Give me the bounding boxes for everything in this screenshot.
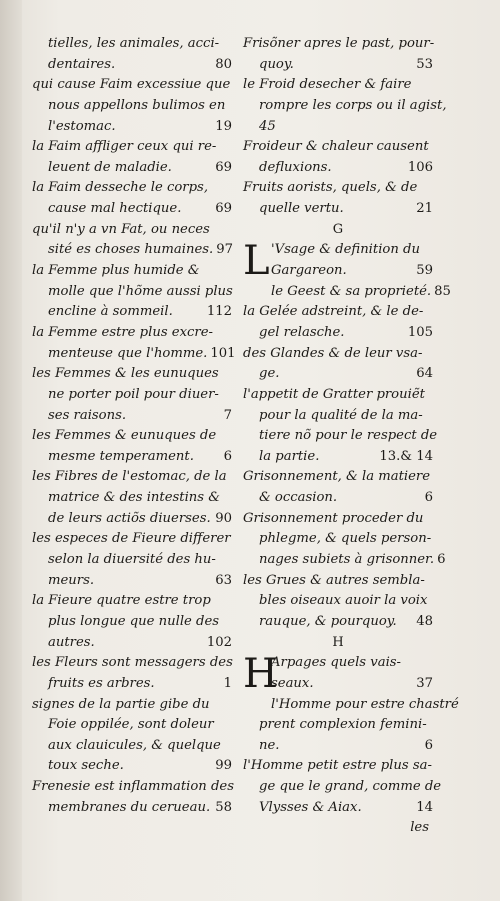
index-line-text: Gargareon. — [271, 263, 347, 279]
index-line — [243, 158, 433, 179]
index-line-text: Froideur & chaleur causent — [243, 139, 429, 155]
index-line-text: nous appellons bulimos en — [48, 97, 226, 113]
index-page-number — [229, 488, 232, 509]
index-line — [32, 591, 232, 612]
index-line-text: nages subiets à grisonner. — [259, 552, 435, 568]
section-letter-g — [243, 220, 433, 241]
index-page-number: 19 — [215, 118, 232, 134]
index-line-text: l'Homme pour estre chastré — [271, 696, 459, 712]
index-line — [32, 55, 232, 76]
dropcap-h: H — [243, 651, 278, 698]
index-line-text: quoy. — [259, 56, 294, 72]
index-line-text: qui cause Faim excessiue que — [32, 77, 231, 93]
index-line — [32, 529, 232, 550]
index-line-text: phlegme, & quels person- — [259, 531, 432, 547]
index-page-number — [229, 96, 232, 117]
index-page-number — [229, 323, 232, 344]
index-page-number — [430, 385, 433, 406]
index-line — [243, 736, 433, 757]
dropcap-g: L — [243, 238, 270, 285]
index-line-text: fruits es arbres. — [48, 675, 155, 691]
index-line — [243, 777, 442, 798]
index-line-text: seaux. — [271, 675, 314, 691]
index-line — [32, 426, 232, 447]
index-page-number — [229, 426, 232, 447]
index-line — [32, 117, 232, 138]
index-line — [243, 591, 433, 612]
index-page-number: 6 — [424, 737, 433, 753]
index-line-text: Arpages quels vais- — [271, 655, 402, 671]
index-line-text: sité es choses humaines. — [48, 242, 214, 258]
index-page-number: 69 — [215, 159, 232, 175]
index-column-left — [32, 34, 236, 818]
index-page-number — [437, 426, 440, 447]
index-line — [32, 240, 232, 261]
index-page-number — [229, 550, 232, 571]
index-line-text: autres. — [48, 634, 95, 650]
index-line-text: les Fleurs sont messagers des — [32, 655, 233, 671]
index-page-number — [430, 137, 433, 158]
index-line-text: 45 — [259, 118, 276, 134]
index-line-text: rompre les corps ou il agist, — [259, 97, 447, 113]
index-line — [271, 282, 451, 303]
index-page-number — [430, 509, 433, 530]
index-line-text: le Froid desecher & faire — [243, 77, 412, 93]
index-line — [243, 406, 433, 427]
index-line — [32, 777, 232, 798]
index-line-text: ge. — [259, 366, 280, 382]
index-line-text: des Glandes & de leur vsa- — [243, 345, 423, 361]
index-line-text: defluxions. — [259, 159, 332, 175]
index-page-number: 102 — [206, 634, 232, 650]
catchword — [243, 818, 433, 839]
index-column-right — [243, 34, 459, 839]
index-page-number: 37 — [416, 675, 433, 691]
index-line — [32, 323, 232, 344]
index-line-text: de leurs actiõs diuerses. — [48, 510, 211, 526]
index-line-text: toux seche. — [48, 758, 124, 774]
index-line-text: tiere nõ pour le respect de — [259, 428, 438, 444]
index-line — [243, 117, 433, 138]
index-line-text: bles oiseaux auoir la voix — [259, 593, 428, 609]
index-line — [32, 467, 232, 488]
index-line-text: la Faim desseche le corps, — [32, 180, 209, 196]
index-page-number: 53 — [416, 56, 433, 72]
index-page-number — [234, 777, 237, 798]
index-page-number — [431, 529, 434, 550]
index-line — [32, 756, 232, 777]
index-page-number — [430, 571, 433, 592]
index-line — [32, 488, 232, 509]
index-line-text: Foie oppilée, sont doleur — [48, 717, 214, 733]
index-page-number — [229, 612, 232, 633]
index-line — [243, 323, 433, 344]
catchword-text: les — [410, 820, 429, 836]
index-line-text: quelle vertu. — [259, 201, 344, 217]
index-line — [243, 488, 433, 509]
dropcap-entry-g — [243, 238, 433, 285]
index-line — [32, 447, 232, 468]
index-line — [243, 96, 447, 117]
index-line — [243, 571, 433, 592]
index-page-number — [430, 344, 433, 365]
index-line — [32, 633, 232, 654]
index-line — [32, 612, 232, 633]
index-line-text: gel relasche. — [259, 324, 345, 340]
index-line-text: les Grues & autres sembla- — [243, 572, 425, 588]
index-line-text: 'Vsage & definition du — [271, 242, 420, 258]
index-line — [243, 756, 433, 777]
index-line-text: & occasion. — [259, 490, 338, 506]
index-page-number — [447, 96, 450, 117]
index-line — [243, 199, 433, 220]
index-page-number — [430, 406, 433, 427]
index-line — [243, 55, 433, 76]
index-page-number — [430, 117, 433, 138]
index-page-number — [229, 364, 232, 385]
index-line-text: cause mal hectique. — [48, 201, 182, 217]
index-line-text: ne. — [259, 737, 280, 753]
index-line — [243, 34, 433, 55]
index-page-number — [229, 467, 232, 488]
index-line-text: la Fieure quatre estre trop — [32, 593, 211, 609]
index-line-text: Grisonnement proceder du — [243, 510, 424, 526]
index-page-number — [430, 591, 433, 612]
index-line — [32, 509, 232, 530]
index-line — [32, 137, 232, 158]
index-line — [271, 674, 433, 695]
index-line-text: l'appetit de Gratter prouiẽt — [243, 386, 425, 402]
index-line-text: les especes de Fieure differer — [32, 531, 231, 547]
index-page-number — [430, 467, 433, 488]
index-line — [243, 75, 433, 96]
index-page-number — [430, 178, 433, 199]
index-page-number — [459, 695, 462, 716]
index-line-text: qu'il n'y a vn Fat, ou neces — [32, 221, 210, 237]
index-line — [32, 302, 232, 323]
index-page-number: 1 — [223, 675, 232, 691]
index-line — [243, 550, 446, 571]
index-line — [32, 695, 232, 716]
index-line — [243, 302, 433, 323]
section-letter-h — [243, 633, 433, 654]
index-line-text: les Femmes & eunuques de — [32, 428, 217, 444]
index-page-number: 21 — [416, 201, 433, 217]
index-line — [243, 447, 433, 468]
index-line — [32, 178, 232, 199]
index-page-number: 112 — [206, 304, 232, 320]
index-page-number: 7 — [223, 407, 232, 423]
index-line-text: Vlysses & Aiax. — [259, 799, 362, 815]
index-page-number — [430, 653, 433, 674]
index-page-number: 90 — [215, 510, 232, 526]
index-line — [243, 467, 433, 488]
index-page-number: 13.& 14 — [379, 448, 433, 464]
index-line-text: selon la diuersité des hu- — [48, 552, 216, 568]
index-line — [32, 715, 232, 736]
index-line-text: membranes du cerueau. — [48, 799, 211, 815]
index-line — [32, 674, 232, 695]
index-page-number — [432, 756, 435, 777]
index-page-number — [430, 75, 433, 96]
index-page-number — [229, 715, 232, 736]
dropcap-entry-h — [243, 651, 433, 698]
index-page-number — [434, 34, 437, 55]
index-line-text: ne porter poil pour diuer- — [48, 386, 219, 402]
index-line-text: la partie. — [259, 448, 320, 464]
index-line — [243, 344, 433, 365]
section-letter-g-text: G — [332, 221, 344, 237]
index-page-number — [233, 282, 236, 303]
index-line-text: pour la qualité de la ma- — [259, 407, 423, 423]
index-page-number: 14 — [416, 799, 433, 815]
index-page-number — [230, 75, 233, 96]
index-line — [32, 364, 232, 385]
index-page-number: 85 — [434, 283, 451, 299]
index-page-number — [430, 240, 433, 261]
index-line — [271, 240, 433, 261]
index-page-number: 99 — [215, 758, 232, 774]
index-line-text: leuent de maladie. — [48, 159, 172, 175]
index-line-text: l'Homme petit estre plus sa- — [243, 758, 432, 774]
index-line — [32, 199, 232, 220]
index-page-number — [430, 715, 433, 736]
index-page-number — [229, 591, 232, 612]
index-page-number: 48 — [416, 613, 433, 629]
index-page-number: 105 — [407, 324, 433, 340]
index-line — [243, 178, 433, 199]
index-page-number: 97 — [216, 242, 234, 258]
index-entries-g — [243, 282, 451, 633]
index-line — [243, 715, 433, 736]
index-line-text: matrice & des intestins & — [48, 490, 220, 506]
index-page-number — [430, 302, 433, 323]
index-line-text: le Geest & sa proprieté. — [271, 283, 432, 299]
index-line-text: plus longue que nulle des — [48, 613, 220, 629]
index-line-text: prent complexion femini- — [259, 717, 427, 733]
index-line — [32, 75, 232, 96]
index-line — [243, 385, 433, 406]
page-gutter-shadow — [0, 0, 22, 901]
index-line — [32, 550, 232, 571]
index-line — [32, 385, 232, 406]
index-line — [243, 798, 433, 819]
index-line-text: encline à sommeil. — [48, 304, 173, 320]
index-line-text: molle que l'hõme aussi plus — [48, 283, 233, 299]
index-line — [243, 529, 433, 550]
index-page-number: 101 — [210, 345, 236, 361]
index-line-text: les Femmes & les eunuques — [32, 366, 219, 382]
index-line-text: tielles, les animales, acci- — [48, 36, 220, 51]
index-line — [243, 509, 433, 530]
index-page-number: 63 — [215, 572, 232, 588]
index-entries-f-continued — [243, 34, 447, 220]
index-page-number — [229, 261, 232, 282]
index-line — [32, 736, 232, 757]
index-page-number — [229, 178, 232, 199]
index-page-number — [229, 137, 232, 158]
index-page-number: 80 — [215, 56, 232, 72]
index-page-number: 58 — [215, 799, 232, 815]
section-letter-h-text: H — [332, 634, 344, 650]
index-line-text: Frisõner apres le past, pour- — [243, 36, 435, 51]
index-line — [32, 158, 232, 179]
index-page-number: 106 — [407, 159, 433, 175]
index-line — [32, 798, 232, 819]
index-line-text: la Femme plus humide & — [32, 263, 200, 279]
index-page-number — [229, 34, 232, 55]
index-page-number: 6 — [424, 490, 433, 506]
index-line-text: signes de la partie gibe du — [32, 696, 210, 712]
index-line — [32, 344, 236, 365]
index-line-text: dentaires. — [48, 56, 116, 72]
index-line — [271, 261, 433, 282]
index-line-text: l'estomac. — [48, 118, 116, 134]
index-line — [32, 220, 232, 241]
index-line-text: les Fibres de l'estomac, de la — [32, 469, 227, 485]
index-page-number — [441, 777, 444, 798]
index-line — [32, 653, 232, 674]
index-line — [271, 653, 433, 674]
index-line — [32, 96, 232, 117]
index-line — [243, 137, 433, 158]
index-page-number: 6 — [437, 552, 446, 568]
index-line — [271, 695, 459, 716]
index-page-number — [229, 695, 232, 716]
index-page-number — [229, 736, 232, 757]
index-line — [243, 426, 438, 447]
index-line — [32, 571, 232, 592]
index-page-number: 6 — [223, 448, 232, 464]
index-line-text: rauque, & pourquoy. — [259, 613, 397, 629]
index-line-text: la Gelée adstreint, & le de- — [243, 304, 424, 320]
index-line-text: ge que le grand, comme de — [259, 779, 442, 795]
index-line — [243, 364, 433, 385]
index-line-text: Fruits aorists, quels, & de — [243, 180, 418, 196]
index-line-text: menteuse que l'homme. — [48, 345, 208, 361]
index-page-number: 59 — [416, 263, 433, 279]
index-line-text: aux clauicules, & quelque — [48, 737, 221, 753]
index-line — [243, 612, 433, 633]
index-page-number: 69 — [215, 201, 232, 217]
index-line — [32, 282, 232, 303]
index-line-text: Frenesie est inflammation des — [32, 779, 234, 795]
index-line — [32, 261, 232, 282]
index-page-number — [231, 529, 234, 550]
index-entries-h — [243, 695, 459, 819]
index-line — [32, 34, 232, 55]
index-line-text: ses raisons. — [48, 407, 127, 423]
index-page-number: 64 — [416, 366, 433, 382]
index-line — [32, 406, 232, 427]
index-page-number — [229, 385, 232, 406]
index-line-text: la Faim affliger ceux qui re- — [32, 139, 217, 155]
index-line-text: meurs. — [48, 572, 95, 588]
index-page-number — [229, 220, 232, 241]
index-line-text: la Femme estre plus excre- — [32, 324, 213, 340]
index-line-text: Grisonnement, & la matiere — [243, 469, 431, 485]
index-line-text: mesme temperament. — [48, 448, 194, 464]
index-page-number — [233, 653, 236, 674]
